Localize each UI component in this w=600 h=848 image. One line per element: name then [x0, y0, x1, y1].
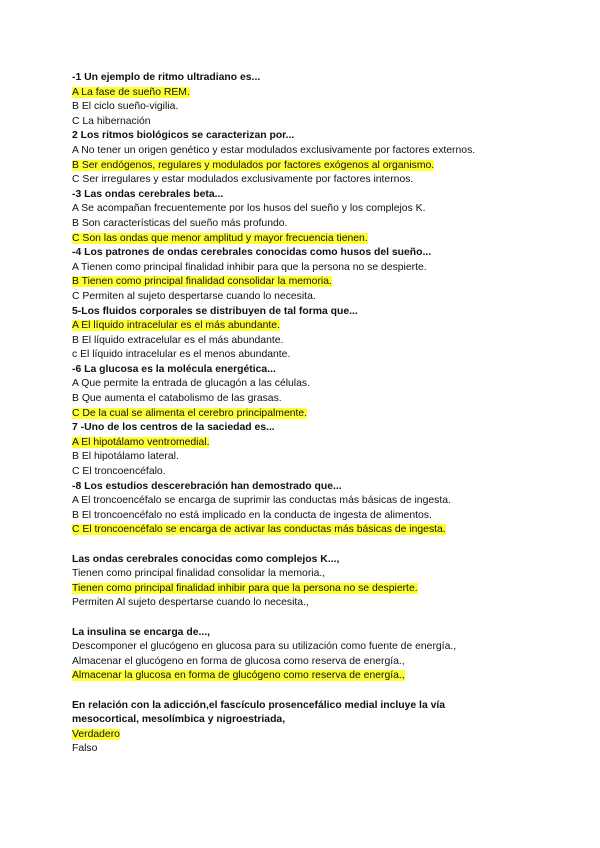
answer-option: B Que aumenta el catabolismo de las grasas.	[72, 393, 282, 405]
answer-option: Permiten Al sujeto despertarse cuando lo necesita.,	[72, 597, 309, 609]
question-title: -6 La glucosa es la molécula energética...	[72, 363, 276, 375]
question-title: 2 Los ritmos biológicos se caracterizan por...	[72, 130, 295, 142]
question-title: 7 -Uno de los centros de la saciedad es...	[72, 422, 275, 434]
question-title: -8 Los estudios descerebración han demostrado que...	[72, 480, 342, 492]
question-title: -4 Los patrones de ondas cerebrales conocidas como husos del sueño...	[72, 247, 432, 259]
question-title: La insulina se encarga de...,	[72, 626, 211, 638]
answer-option: Falso	[72, 743, 98, 755]
answer-option: B El troncoencéfalo no está implicado en la conducta de ingesta de alimentos.	[72, 509, 432, 521]
answer-option: B El líquido extracelular es el más abundante.	[72, 334, 284, 346]
question-title: -1 Un ejemplo de ritmo ultradiano es...	[72, 72, 261, 83]
answer-option: Tienen como principal finalidad consolidar la memoria.,	[72, 568, 326, 580]
answer-option-highlighted: A El líquido intracelular es el más abundante.	[72, 320, 280, 332]
answer-option: C El troncoencéfalo.	[72, 466, 166, 478]
section-gap	[72, 538, 572, 553]
answer-option: A Se acompañan frecuentemente por los husos del sueño y los complejos K.	[72, 203, 426, 215]
answer-option: B El ciclo sueño-vigilia.	[72, 101, 179, 113]
question-title: -3 Las ondas cerebrales beta...	[72, 188, 224, 200]
answer-option-highlighted: Tienen como principal finalidad inhibir para que la persona no se despierte.	[72, 582, 418, 594]
answer-option: Almacenar el glucógeno en forma de glucosa como reserva de energía.,	[72, 655, 405, 667]
answer-option-highlighted: A La fase de sueño REM.	[72, 86, 190, 98]
answer-option: c El líquido intracelular es el menos abundante.	[72, 349, 291, 361]
answer-option-highlighted: C De la cual se alimenta el cerebro principalmente.	[72, 407, 308, 419]
answer-option-highlighted: C Son las ondas que menor amplitud y mayor frecuencia tienen.	[72, 232, 368, 244]
answer-option: C Permiten al sujeto despertarse cuando lo necesita.	[72, 290, 316, 302]
answer-option: A No tener un origen genético y estar modulados exclusivamente por factores externos.	[72, 144, 476, 156]
answer-option-highlighted: B Ser endógenos, regulares y modulados por factores exógenos al organismo.	[72, 159, 435, 171]
answer-option-highlighted: B Tienen como principal finalidad consolidar la memoria.	[72, 276, 332, 288]
answer-option-highlighted: Verdadero	[72, 728, 120, 740]
answer-option: Descomponer el glucógeno en glucosa para su utilización como fuente de energía.,	[72, 641, 457, 653]
document-body	[72, 71, 572, 757]
answer-option: C Ser irregulares y estar modulados exclusivamente por factores internos.	[72, 174, 414, 186]
answer-option: A Tienen como principal finalidad inhibir para que la persona no se despierte.	[72, 261, 427, 273]
answer-option: B El hipotálamo lateral.	[72, 451, 179, 463]
answer-option: C La hibernación	[72, 115, 151, 127]
answer-option-highlighted: C El troncoencéfalo se encarga de activar las conductas más básicas de ingesta.	[72, 524, 446, 536]
answer-option: A Que permite la entrada de glucagón a las células.	[72, 378, 310, 390]
question-title: En relación con la adicción,el fascículo prosencefálico medial incluye la vía mesocortical, mesolímbica y nigroestriada,	[72, 699, 446, 726]
answer-option-highlighted: Almacenar la glucosa en forma de glucógeno como reserva de energía.,	[72, 670, 405, 682]
section-gap	[72, 611, 572, 626]
answer-option: B Son características del sueño más profundo.	[72, 217, 288, 229]
section-gap	[72, 684, 572, 699]
question-title: 5-Los fluidos corporales se distribuyen de tal forma que...	[72, 305, 358, 317]
question-title: Las ondas cerebrales conocidas como complejos K...,	[72, 553, 340, 565]
answer-option: A El troncoencéfalo se encarga de suprimir las conductas más básicas de ingesta.	[72, 495, 451, 507]
answer-option-highlighted: A El hipotálamo ventromedial.	[72, 436, 210, 448]
